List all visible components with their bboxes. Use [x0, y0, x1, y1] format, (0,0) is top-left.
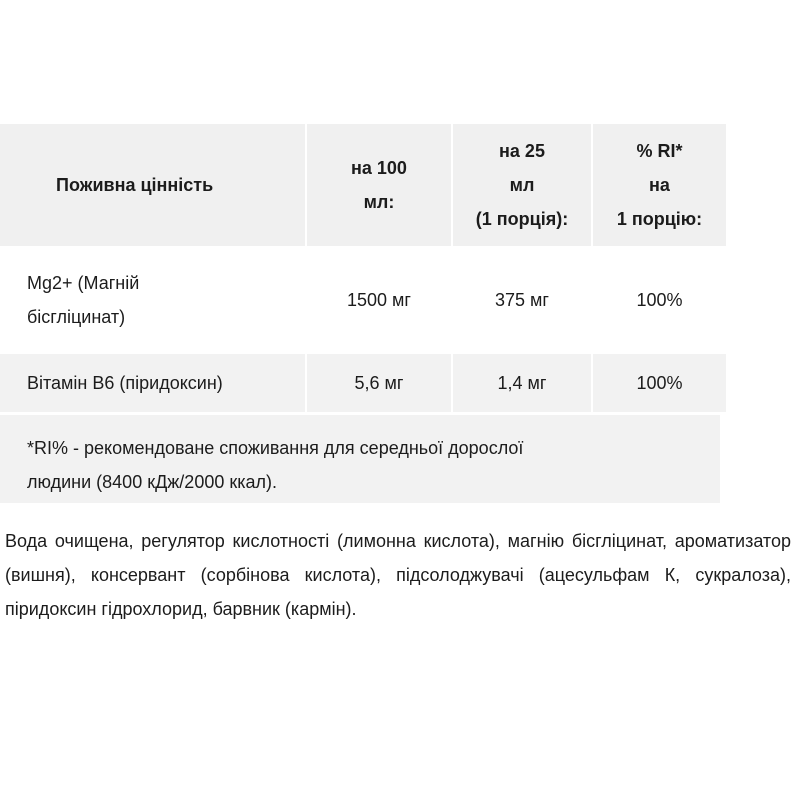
header-ri-line: на — [649, 175, 670, 195]
per-100-ml-cell: 5,6 мг — [307, 354, 451, 412]
nutrient-name-line: бісгліцинат) — [27, 307, 126, 327]
nutrient-name-line: Mg2+ (Магній — [27, 273, 140, 293]
table-header-row — [0, 124, 720, 246]
header-per-serving-line: (1 порція): — [475, 209, 569, 229]
ri-footnote — [0, 415, 720, 503]
nutrition-table — [0, 124, 720, 503]
header-per-100-ml — [307, 124, 451, 246]
header-per-100-ml-line: на 100 — [351, 158, 407, 178]
header-nutrient-label: Поживна цінність — [56, 175, 214, 195]
header-ri-line: % RI* — [636, 141, 683, 161]
table-row — [0, 249, 720, 351]
per-serving-cell: 375 мг — [453, 249, 591, 351]
nutrient-name-cell — [0, 249, 305, 351]
header-per-serving-line: на 25 — [499, 141, 545, 161]
nutrient-name-line: Вітамін B6 (піридоксин) — [27, 373, 223, 393]
header-per-serving-line: мл — [509, 175, 535, 195]
header-nutrient — [0, 124, 305, 246]
header-ri-line: 1 порцію: — [616, 209, 703, 229]
per-serving-cell: 1,4 мг — [453, 354, 591, 412]
footnote-line: людини (8400 кДж/2000 ккал). — [27, 472, 278, 492]
per-100-ml-cell: 1500 мг — [307, 249, 451, 351]
header-ri-per-serving — [593, 124, 726, 246]
ingredients-text: Вода очищена, регулятор кислотності (лимонна кислота), магнію бісгліцинат, ароматизатор (вишня), консервант (сорбінова кислота), підсолоджувачі (ацесульфам К, сукралоза), піридоксин гідрохлорид, барвник (кармін). — [5, 531, 791, 619]
ri-cell: 100% — [593, 249, 726, 351]
header-per-serving — [453, 124, 591, 246]
nutrient-name-cell — [0, 354, 305, 412]
footnote-line: *RI% - рекомендоване споживання для середньої дорослої — [27, 438, 524, 458]
header-per-100-ml-line: мл: — [363, 192, 395, 212]
table-row — [0, 354, 720, 412]
ri-cell: 100% — [593, 354, 726, 412]
